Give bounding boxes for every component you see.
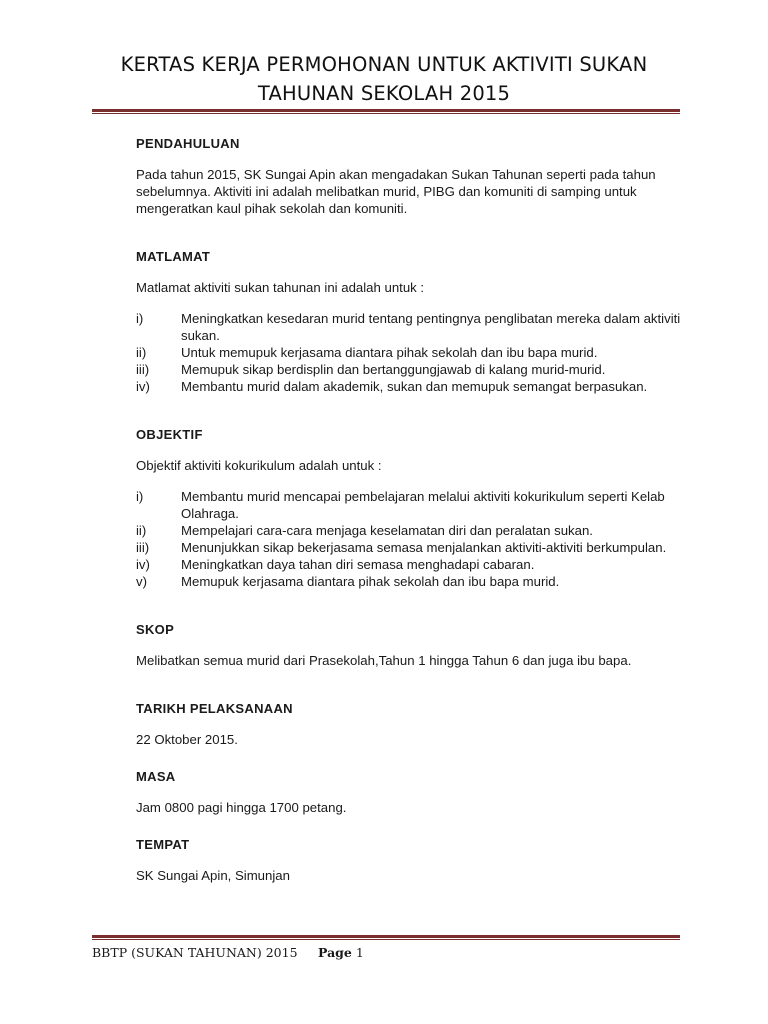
list-item: iii) Menunjukkan sikap bekerjasama semasa menjalankan aktiviti-aktiviti berkumpulan.: [136, 540, 667, 555]
document-title: [60, 50, 708, 108]
pendahuluan-text: Pada tahun 2015, SK Sungai Apin akan mengadakan Sukan Tahunan seperti pada tahun sebelumnya. Aktiviti ini adalah melibatkan murid, PIBG dan komuniti di samping untuk mengeratkan kaul pihak sekolah dan komuniti.: [136, 167, 656, 216]
heading-pendahuluan: PENDAHULUAN: [136, 136, 240, 151]
heading-matlamat: MATLAMAT: [136, 249, 211, 264]
footer-document-label: BBTP (SUKAN TAHUNAN) 2015: [92, 945, 298, 960]
list-item: i) Meningkatkan kesedaran murid tentang pentingnya penglibatan mereka dalam aktiviti sukan.: [136, 311, 681, 343]
objektif-intro: Objektif aktiviti kokurikulum adalah untuk :: [136, 458, 382, 473]
page-number-value: 1: [355, 945, 364, 960]
list-item: iv) Meningkatkan daya tahan diri semasa menghadapi cabaran.: [136, 557, 535, 572]
page-label: Page: [318, 945, 352, 960]
tarikh-text: 22 Oktober 2015.: [136, 732, 238, 747]
list-item: i) Membantu murid mencapai pembelajaran melalui aktiviti kokurikulum seperti Kelab Olahraga.: [136, 489, 665, 521]
heading-tarikh-pelaksanaan: TARIKH PELAKSANAAN: [136, 701, 293, 716]
header-rule: [92, 109, 680, 114]
skop-text: Melibatkan semua murid dari Prasekolah,Tahun 1 hingga Tahun 6 dan juga ibu bapa.: [136, 653, 632, 668]
title-line-2: TAHUNAN SEKOLAH 2015: [257, 82, 511, 105]
list-item: iii) Memupuk sikap berdisplin dan bertanggungjawab di kalang murid-murid.: [136, 362, 606, 377]
heading-tempat: TEMPAT: [136, 837, 190, 852]
heading-masa: MASA: [136, 769, 176, 784]
matlamat-list: [136, 310, 696, 395]
matlamat-intro: Matlamat aktiviti sukan tahunan ini adalah untuk :: [136, 280, 425, 295]
page-number: [318, 945, 364, 960]
footer-rule: [92, 935, 680, 940]
objektif-list: [136, 488, 696, 590]
list-item: ii) Untuk memupuk kerjasama diantara pihak sekolah dan ibu bapa murid.: [136, 345, 598, 360]
document-body: [136, 135, 696, 884]
heading-skop: SKOP: [136, 622, 175, 637]
title-line-1: KERTAS KERJA PERMOHONAN UNTUK AKTIVITI SUKAN: [120, 53, 648, 76]
list-item: ii) Mempelajari cara-cara menjaga keselamatan diri dan peralatan sukan.: [136, 523, 593, 538]
list-item: iv) Membantu murid dalam akademik, sukan dan memupuk semangat berpasukan.: [136, 379, 648, 394]
heading-objektif: OBJEKTIF: [136, 427, 203, 442]
list-item: v) Memupuk kerjasama diantara pihak sekolah dan ibu bapa murid.: [136, 574, 560, 589]
tempat-text: SK Sungai Apin, Simunjan: [136, 868, 290, 883]
masa-text: Jam 0800 pagi hingga 1700 petang.: [136, 800, 347, 815]
